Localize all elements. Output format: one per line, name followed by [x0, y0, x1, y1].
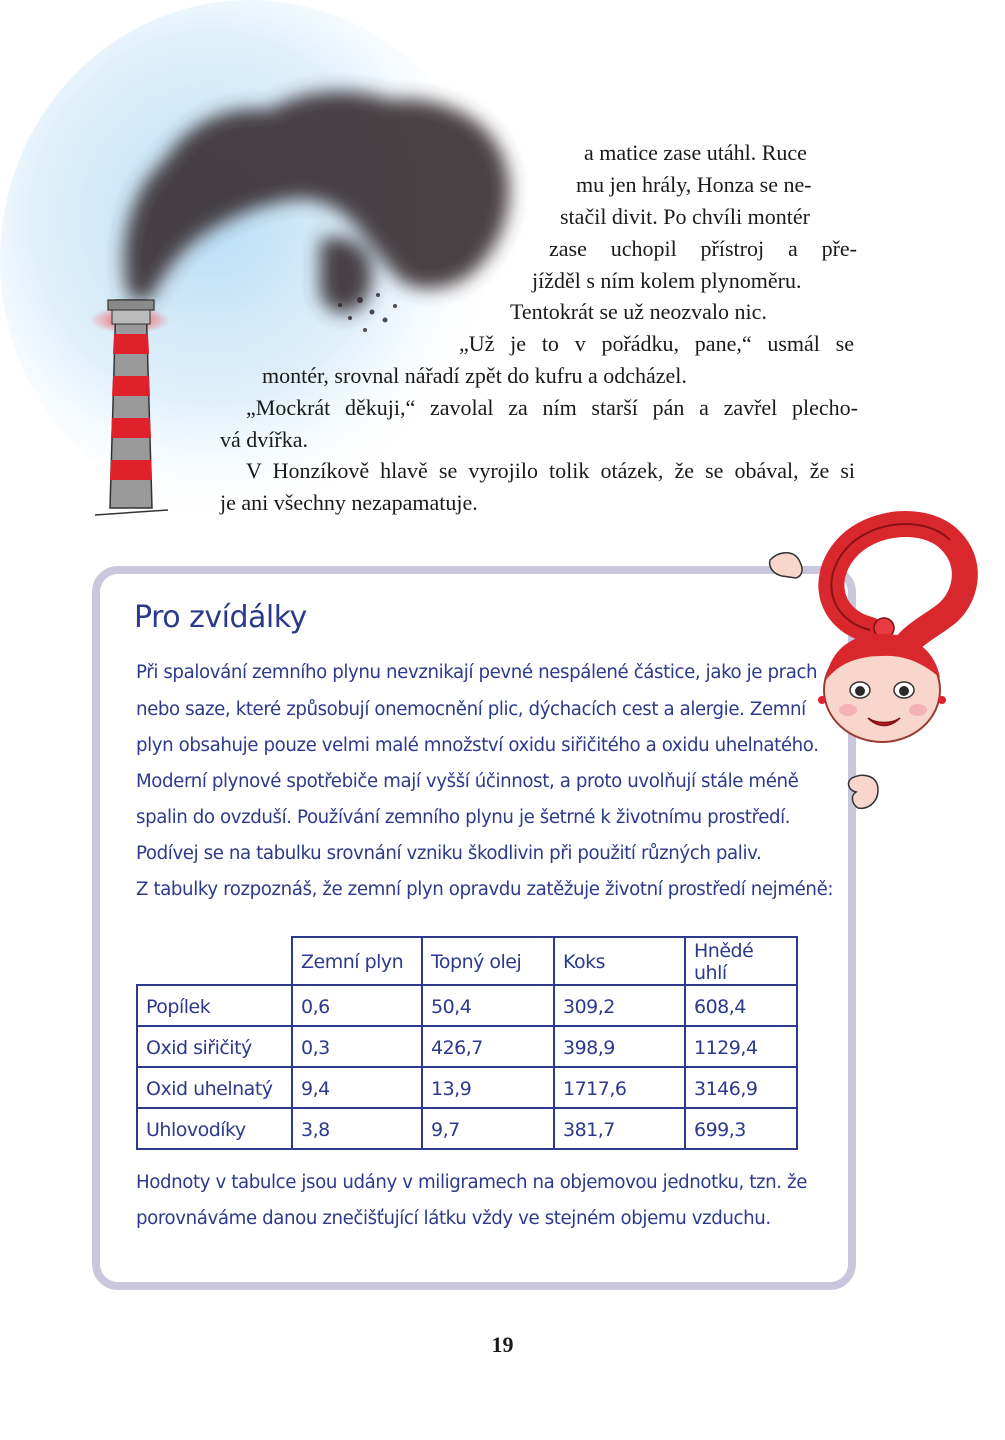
- table-row: [137, 1108, 797, 1149]
- box-paragraph-line: Podívej se na tabulku srovnání vzniku škodlivin při použití různých paliv.: [136, 843, 762, 864]
- box-paragraph-line: spalin do ovzduší. Používání zemního plynu je šetrné k životnímu prostředí.: [136, 807, 791, 828]
- story-line: „Mockrát děkuji,“ zavolal za ním starší pán a zavřel plecho-: [246, 395, 858, 420]
- table-cell: 1717,6: [554, 1067, 685, 1108]
- story-line: vá dvířka.: [220, 427, 308, 452]
- table-cell: Uhlovodíky: [137, 1108, 292, 1149]
- question-mark-girl-illustration: [760, 510, 1000, 830]
- story-line: montér, srovnal nářadí zpět do kufru a odcházel.: [262, 363, 687, 388]
- table-header: Hnědé uhlí: [685, 937, 797, 985]
- table-cell: 1129,4: [685, 1026, 797, 1067]
- table-cell: 0,3: [292, 1026, 422, 1067]
- table-cell: 608,4: [685, 985, 797, 1026]
- story-line: stačil divit. Po chvíli montér: [560, 204, 810, 229]
- table-header: Koks: [554, 937, 685, 985]
- table-row: [137, 1067, 797, 1108]
- table-cell: 699,3: [685, 1108, 797, 1149]
- story-line: V Honzíkově hlavě se vyrojilo tolik otázek, že se obával, že si: [246, 458, 855, 483]
- table-cell: 50,4: [422, 985, 554, 1026]
- table-header: Topný olej: [422, 937, 554, 985]
- box-paragraph-line: Při spalování zemního plynu nevznikají pevné nespálené částice, jako je prach: [136, 662, 818, 683]
- table-cell: 13,9: [422, 1067, 554, 1108]
- box-title: Pro zvídálky: [134, 600, 307, 635]
- table-cell: Oxid siřičitý: [137, 1026, 292, 1067]
- box-paragraph-line: nebo saze, které způsobují onemocnění plic, dýchacích cest a alergie. Zemní: [136, 699, 806, 720]
- story-line: je ani všechny nezapamatuje.: [220, 490, 478, 515]
- story-line: mu jen hrály, Honza se ne-: [576, 172, 812, 197]
- box-paragraph-line: Moderní plynové spotřebiče mají vyšší účinnost, a proto uvolňují stále méně: [136, 771, 799, 792]
- box-paragraph-line: plyn obsahuje pouze velmi malé množství oxidu siřičitého a oxidu uhelnatého.: [136, 735, 819, 756]
- table-cell: 0,6: [292, 985, 422, 1026]
- table-cell: 381,7: [554, 1108, 685, 1149]
- box-note-line: porovnáváme danou znečišťující látku vždy ve stejném objemu vzduchu.: [136, 1208, 771, 1229]
- table-row: [137, 985, 797, 1026]
- table-cell: Oxid uhelnatý: [137, 1067, 292, 1108]
- box-paragraph-line: Z tabulky rozpoznáš, že zemní plyn opravdu zatěžuje životní prostředí nejméně:: [136, 879, 834, 900]
- story-line: jížděl s ním kolem plynoměru.: [532, 268, 802, 293]
- table-header-row: [137, 937, 797, 985]
- table-cell: 426,7: [422, 1026, 554, 1067]
- table-cell: 9,7: [422, 1108, 554, 1149]
- story-line: a matice zase utáhl. Ruce: [584, 140, 807, 165]
- table-cell: 3,8: [292, 1108, 422, 1149]
- table-header: Zemní plyn: [292, 937, 422, 985]
- table-cell: 398,9: [554, 1026, 685, 1067]
- table-cell: 309,2: [554, 985, 685, 1026]
- story-line: „Už je to v pořádku, pane,“ usmál se: [459, 331, 854, 356]
- table-header-empty: [137, 937, 292, 985]
- table-cell: Popílek: [137, 985, 292, 1026]
- table-row: [137, 1026, 797, 1067]
- pollutant-table: [136, 936, 798, 1150]
- box-note-line: Hodnoty v tabulce jsou udány v miligramech na objemovou jednotku, tzn. že: [136, 1172, 808, 1193]
- table-cell: 3146,9: [685, 1067, 797, 1108]
- page-number: 19: [491, 1332, 514, 1357]
- story-line: Tentokrát se už neozvalo nic.: [510, 299, 767, 324]
- story-line: zase uchopil přístroj a pře-: [549, 236, 857, 261]
- table-cell: 9,4: [292, 1067, 422, 1108]
